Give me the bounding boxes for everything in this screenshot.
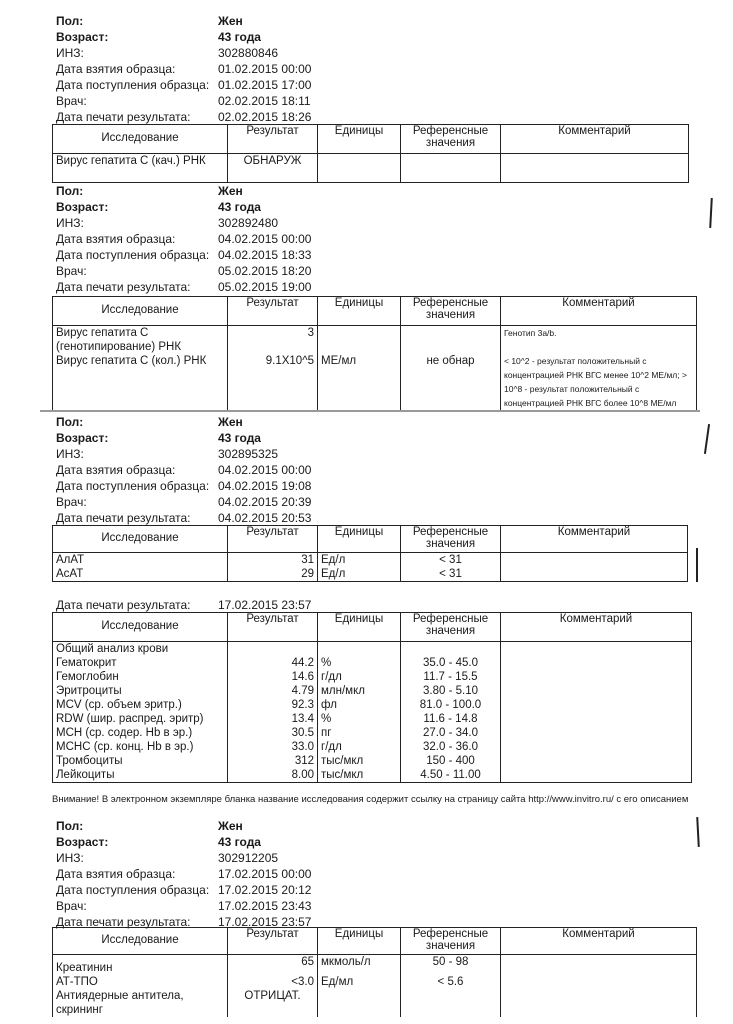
units-value: МЕ/мл	[318, 354, 401, 411]
print-date-value: 04.02.2015 20:53	[218, 511, 312, 525]
results-table-2	[52, 296, 697, 411]
result-value: 8.00	[228, 768, 318, 783]
pen-mark	[704, 424, 710, 454]
receipt-date-value: 04.02.2015 18:33	[218, 248, 312, 262]
inz-value: 302880846	[218, 46, 279, 60]
col-units: Единицы	[318, 613, 401, 642]
notice-text: Внимание! В электронном экземпляре бланка название исследования содержит ссылку на страницу сайта http://www.invitro.ru/ с его описанием	[52, 794, 689, 805]
col-reference: Референсные значения	[401, 297, 501, 326]
col-test: Исследование	[53, 297, 228, 326]
test-name: АлАТ	[53, 553, 228, 568]
inz-value: 302912205	[218, 851, 279, 865]
test-name: Гемоглобин	[53, 670, 228, 684]
age-label: Возраст:	[56, 200, 109, 214]
doctor-value: 05.02.2015 18:20	[218, 264, 312, 278]
print-date-label: Дата печати результата:	[56, 511, 191, 525]
test-name: МСНС (ср. конц. Hb в эр.)	[53, 740, 228, 754]
sex-row	[56, 13, 456, 29]
doctor-row	[56, 494, 456, 510]
reference-value: 150 - 400	[401, 754, 501, 768]
units-value: пг	[318, 726, 401, 740]
doctor-label: Врач:	[56, 264, 87, 278]
units-value: тыс/мкл	[318, 754, 401, 768]
receipt-date-row	[56, 247, 456, 263]
units-value: мкмоль/л	[318, 955, 401, 976]
sex-value: Жен	[218, 184, 243, 198]
col-comment: Комментарий	[501, 297, 697, 326]
units-value: %	[318, 656, 401, 670]
col-units: Единицы	[318, 526, 401, 553]
test-name: АсАТ	[53, 567, 228, 582]
sample-date-value: 17.02.2015 00:00	[218, 867, 312, 881]
print-date-value: 02.02.2015 18:26	[218, 110, 312, 124]
col-test: Исследование	[53, 613, 228, 642]
table-header	[53, 526, 688, 553]
age-row	[56, 199, 456, 215]
sample-date-label: Дата взятия образца:	[56, 867, 176, 881]
col-units: Единицы	[318, 928, 401, 955]
receipt-date-label: Дата поступления образца:	[56, 883, 210, 897]
comment-value	[501, 553, 688, 568]
results-table-4	[52, 612, 692, 783]
result-value: <3.0	[228, 975, 318, 989]
inz-row	[56, 446, 456, 462]
units-value: Ед/л	[318, 567, 401, 582]
doctor-label: Врач:	[56, 899, 87, 913]
reference-value: < 5.6	[401, 975, 501, 989]
doctor-value: 02.02.2015 18:11	[218, 94, 311, 108]
print-date-value: 17.02.2015 23:57	[218, 598, 312, 612]
table-row	[53, 670, 692, 684]
results-table-5	[52, 927, 697, 1017]
reference-value	[401, 154, 501, 183]
receipt-date-value: 17.02.2015 20:12	[218, 883, 312, 897]
age-label: Возраст:	[56, 431, 109, 445]
print-date-row	[56, 597, 456, 613]
test-name: Эритроциты	[53, 684, 228, 698]
units-value	[318, 989, 401, 1017]
test-name: RDW (шир. распред. эритр)	[53, 712, 228, 726]
table-row	[53, 712, 692, 726]
units-value: тыс/мкл	[318, 768, 401, 783]
sample-date-label: Дата взятия образца:	[56, 463, 176, 477]
reference-value	[401, 326, 501, 355]
table-row	[53, 726, 692, 740]
age-value: 43 года	[218, 431, 261, 445]
units-value: фл	[318, 698, 401, 712]
result-value: 33.0	[228, 740, 318, 754]
results-table-3	[52, 525, 688, 582]
doctor-value: 17.02.2015 23:43	[218, 899, 312, 913]
test-name: АТ-ТПО	[53, 975, 228, 989]
reference-value: < 31	[401, 553, 501, 568]
section-title: Общий анализ крови	[53, 642, 228, 657]
inz-row	[56, 850, 456, 866]
age-label: Возраст:	[56, 835, 109, 849]
doctor-row	[56, 93, 456, 109]
result-value: 44.2	[228, 656, 318, 670]
test-name: Гематокрит	[53, 656, 228, 670]
receipt-date-value: 01.02.2015 17:00	[218, 78, 312, 92]
table-header	[53, 125, 689, 154]
inz-value: 302892480	[218, 216, 279, 230]
result-value: 65	[228, 955, 318, 976]
inz-label: ИНЗ:	[56, 851, 84, 865]
col-result: Результат	[228, 297, 318, 326]
age-row	[56, 430, 456, 446]
test-name: Вирус гепатита С (генотипирование) РНК	[53, 326, 228, 355]
sex-row	[56, 818, 456, 834]
result-value: 312	[228, 754, 318, 768]
inz-value: 302895325	[218, 447, 279, 461]
pen-mark	[696, 548, 698, 582]
units-value	[318, 154, 401, 183]
sex-row	[56, 183, 456, 199]
comment-value: Генотип 3a/b.	[501, 326, 697, 355]
receipt-date-value: 04.02.2015 19:08	[218, 479, 312, 493]
table-row	[53, 740, 692, 754]
col-test: Исследование	[53, 928, 228, 955]
reference-value: 32.0 - 36.0	[401, 740, 501, 754]
reference-value: не обнар	[401, 354, 501, 411]
col-test: Исследование	[53, 125, 228, 154]
reference-value: 3.80 - 5.10	[401, 684, 501, 698]
test-name: Лейкоциты	[53, 768, 228, 783]
result-value: 29	[228, 567, 318, 582]
sample-date-label: Дата взятия образца:	[56, 62, 176, 76]
age-label: Возраст:	[56, 30, 109, 44]
sex-value: Жен	[218, 819, 243, 833]
units-value: г/дл	[318, 740, 401, 754]
result-value: 31	[228, 553, 318, 568]
sample-date-row	[56, 866, 456, 882]
table-row	[53, 354, 697, 411]
table-row	[53, 567, 688, 582]
table-header	[53, 613, 692, 642]
units-value: Ед/мл	[318, 975, 401, 989]
units-value: млн/мкл	[318, 684, 401, 698]
col-result: Результат	[228, 125, 318, 154]
patient-header-1	[56, 13, 456, 125]
comment-value	[501, 567, 688, 582]
col-reference: Референсные значения	[401, 613, 501, 642]
result-value: 92.3	[228, 698, 318, 712]
col-units: Единицы	[318, 125, 401, 154]
table-row	[53, 684, 692, 698]
col-comment: Комментарий	[501, 125, 689, 154]
doctor-label: Врач:	[56, 495, 87, 509]
units-value: Ед/л	[318, 553, 401, 568]
test-name: МСН (ср. содер. Hb в эр.)	[53, 726, 228, 740]
units-value: г/дл	[318, 670, 401, 684]
test-name: Вирус гепатита С (кач.) РНК	[53, 154, 228, 183]
print-date-label: Дата печати результата:	[56, 915, 191, 929]
sex-label: Пол:	[56, 14, 84, 28]
test-name: Креатинин	[53, 955, 228, 976]
receipt-date-label: Дата поступления образца:	[56, 479, 210, 493]
table-row	[53, 553, 688, 568]
inz-row	[56, 45, 456, 61]
pen-mark	[696, 817, 700, 847]
sample-date-value: 04.02.2015 00:00	[218, 232, 312, 246]
age-value: 43 года	[218, 200, 261, 214]
reference-value: < 31	[401, 567, 501, 582]
table-row	[53, 768, 692, 783]
reference-value: 50 - 98	[401, 955, 501, 976]
sex-row	[56, 414, 456, 430]
doctor-row	[56, 898, 456, 914]
receipt-date-row	[56, 478, 456, 494]
pen-mark	[709, 198, 713, 228]
units-value	[318, 326, 401, 355]
page-separator	[40, 410, 700, 412]
reference-value: 81.0 - 100.0	[401, 698, 501, 712]
print-date-header-4	[56, 597, 456, 613]
table-row	[53, 154, 689, 183]
col-comment: Комментарий	[501, 928, 697, 955]
age-value: 43 года	[218, 30, 261, 44]
reference-value: 11.7 - 15.5	[401, 670, 501, 684]
result-value: 30.5	[228, 726, 318, 740]
patient-header-5	[56, 818, 456, 930]
col-result: Результат	[228, 928, 318, 955]
doctor-value: 04.02.2015 20:39	[218, 495, 312, 509]
col-reference: Референсные значения	[401, 928, 501, 955]
print-date-row	[56, 279, 456, 295]
sex-label: Пол:	[56, 184, 84, 198]
col-comment: Комментарий	[501, 526, 688, 553]
test-name: Тромбоциты	[53, 754, 228, 768]
test-name: Вирус гепатита С (кол.) РНК	[53, 354, 228, 411]
inz-label: ИНЗ:	[56, 447, 84, 461]
receipt-date-row	[56, 882, 456, 898]
result-value: ОБНАРУЖ	[228, 154, 318, 183]
result-value: 9.1X10^5	[228, 354, 318, 411]
print-date-value: 05.02.2015 19:00	[218, 280, 312, 294]
sample-date-value: 01.02.2015 00:00	[218, 62, 312, 76]
test-name: MCV (ср. объем эритр.)	[53, 698, 228, 712]
test-name: Антиядерные антитела, скрининг	[53, 989, 228, 1017]
result-value: ОТРИЦАТ.	[228, 989, 318, 1017]
table-header	[53, 928, 697, 955]
receipt-date-label: Дата поступления образца:	[56, 248, 210, 262]
reference-value: 11.6 - 14.8	[401, 712, 501, 726]
inz-label: ИНЗ:	[56, 46, 84, 60]
col-reference: Референсные значения	[401, 125, 501, 154]
reference-value: 35.0 - 45.0	[401, 656, 501, 670]
sample-date-row	[56, 61, 456, 77]
units-value: %	[318, 712, 401, 726]
table-row	[53, 989, 697, 1017]
result-value: 13.4	[228, 712, 318, 726]
table-row	[53, 955, 697, 976]
col-result: Результат	[228, 526, 318, 553]
comment-value: < 10^2 - результат положительный с концентрацией РНК ВГС менее 10^2 МЕ/мл; > 10^8 - результат положительный с концентрацией РНК ВГС более 10^8 МЕ/мл	[501, 354, 697, 411]
patient-header-3	[56, 414, 456, 526]
results-table-1	[52, 124, 689, 183]
col-result: Результат	[228, 613, 318, 642]
age-row	[56, 29, 456, 45]
sex-label: Пол:	[56, 819, 84, 833]
print-date-row	[56, 510, 456, 526]
print-date-row	[56, 109, 456, 125]
sex-label: Пол:	[56, 415, 84, 429]
reference-value: 27.0 - 34.0	[401, 726, 501, 740]
sex-value: Жен	[218, 14, 243, 28]
reference-value	[401, 989, 501, 1017]
table-header	[53, 297, 697, 326]
sample-date-value: 04.02.2015 00:00	[218, 463, 312, 477]
result-value: 14.6	[228, 670, 318, 684]
section-row	[53, 642, 692, 657]
sample-date-row	[56, 462, 456, 478]
sex-value: Жен	[218, 415, 243, 429]
col-reference: Референсные значения	[401, 526, 501, 553]
age-row	[56, 834, 456, 850]
print-date-label: Дата печати результата:	[56, 598, 191, 612]
age-value: 43 года	[218, 835, 261, 849]
result-value: 3	[228, 326, 318, 355]
receipt-date-row	[56, 77, 456, 93]
print-date-label: Дата печати результата:	[56, 280, 191, 294]
table-row	[53, 698, 692, 712]
print-date-label: Дата печати результата:	[56, 110, 191, 124]
sample-date-label: Дата взятия образца:	[56, 232, 176, 246]
reference-value: 4.50 - 11.00	[401, 768, 501, 783]
receipt-date-label: Дата поступления образца:	[56, 78, 210, 92]
table-row	[53, 754, 692, 768]
result-value: 4.79	[228, 684, 318, 698]
doctor-row	[56, 263, 456, 279]
col-units: Единицы	[318, 297, 401, 326]
inz-row	[56, 215, 456, 231]
doctor-label: Врач:	[56, 94, 87, 108]
table-row	[53, 975, 697, 989]
inz-label: ИНЗ:	[56, 216, 84, 230]
table-row	[53, 326, 697, 355]
patient-header-2	[56, 183, 456, 295]
col-comment: Комментарий	[501, 613, 692, 642]
comment-value	[501, 154, 689, 183]
sample-date-row	[56, 231, 456, 247]
table-row	[53, 656, 692, 670]
print-date-value: 17.02.2015 23:57	[218, 915, 312, 929]
col-test: Исследование	[53, 526, 228, 553]
